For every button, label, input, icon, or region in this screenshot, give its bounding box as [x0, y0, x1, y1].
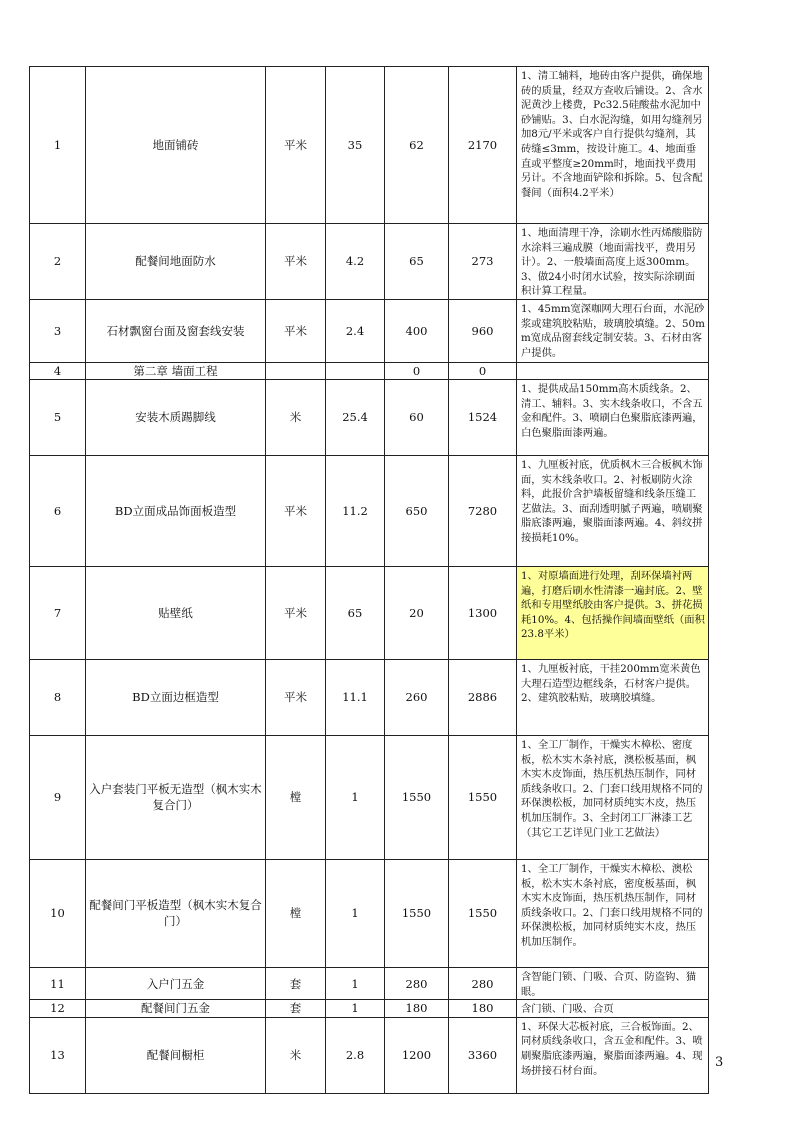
- quantity-cell: 4.2: [326, 224, 385, 300]
- quantity-cell: 1: [326, 735, 385, 859]
- table-row: [30, 1017, 709, 1093]
- item-name: 安装木质踢脚线: [86, 379, 266, 455]
- item-name: 配餐间门平板造型（枫木实木复合门）: [86, 859, 266, 967]
- unit-price-cell: 280: [385, 967, 449, 999]
- total-cell: 0: [449, 362, 517, 379]
- total-cell: 2170: [449, 67, 517, 224]
- note-cell: 1、45mm宽深咖网大理石台面，水泥砂浆或建筑胶粘贴，玻璃胶填缝。2、50mm宽成品窗套线定制安装。3、石材由客户提供。: [517, 299, 709, 362]
- total-cell: 273: [449, 224, 517, 300]
- total-cell: 960: [449, 299, 517, 362]
- quantity-cell: 65: [326, 566, 385, 659]
- unit-price-cell: 1550: [385, 735, 449, 859]
- quantity-cell: 2.4: [326, 299, 385, 362]
- unit-cell: 樘: [266, 735, 326, 859]
- row-number: 11: [30, 967, 86, 999]
- unit-price-cell: 650: [385, 455, 449, 566]
- unit-price-cell: 260: [385, 659, 449, 735]
- row-number: 3: [30, 299, 86, 362]
- table-row: [30, 967, 709, 999]
- note-cell: 1、环保大芯板衬底，三合板饰面。2、同材质线条收口，含五金和配件。3、喷刷聚脂底漆两遍，聚脂面漆两遍。4、现场拼接石材台面。: [517, 1017, 709, 1093]
- table-row: [30, 566, 709, 659]
- total-cell: 7280: [449, 455, 517, 566]
- total-cell: 1300: [449, 566, 517, 659]
- unit-cell: 平米: [266, 455, 326, 566]
- table-row: [30, 379, 709, 455]
- note-cell: 1、提供成品150mm高木质线条。2、清工、辅料。3、实木线条收口，不含五金和配件。3、喷刷白色聚脂底漆两遍，白色聚脂面漆两遍。: [517, 379, 709, 455]
- quantity-cell: 2.8: [326, 1017, 385, 1093]
- unit-cell: 平米: [266, 224, 326, 300]
- unit-cell: 套: [266, 1000, 326, 1018]
- total-cell: 1550: [449, 859, 517, 967]
- section-title: 第二章 墙面工程: [86, 362, 266, 379]
- unit-cell: 平米: [266, 566, 326, 659]
- unit-cell: 平米: [266, 299, 326, 362]
- unit-cell: [266, 362, 326, 379]
- unit-price-cell: 400: [385, 299, 449, 362]
- table-row: [30, 67, 709, 224]
- row-number: 9: [30, 735, 86, 859]
- table-row: [30, 859, 709, 967]
- row-number: 2: [30, 224, 86, 300]
- unit-cell: 平米: [266, 659, 326, 735]
- unit-price-cell: 60: [385, 379, 449, 455]
- note-cell-highlighted: 1、对原墙面进行处理，刮环保墙衬两遍，打磨后刷水性清漆一遍封底。2、壁纸和专用壁纸胶由客户提供。3、拼花损耗10%。4、包括操作间墙面壁纸（面积23.8平米）: [517, 566, 709, 659]
- row-number: 13: [30, 1017, 86, 1093]
- unit-cell: 套: [266, 967, 326, 999]
- note-cell: 1、清工辅料，地砖由客户提供，确保地砖的质量，经双方查收后铺设。2、含水泥黄沙上楼费，Pc32.5硅酸盐水泥加中砂铺贴。3、白水泥沟缝，如用勾缝剂另加8元/平米或客户自行提供勾缝剂，其砖缝≤3mm，按设计施工。4、地面垂直或平整度≥20mm时，地面找平费用另计。不含地面铲除和拆除。5、包含配餐间（面积4.2平米）: [517, 67, 709, 224]
- total-cell: 1550: [449, 735, 517, 859]
- total-cell: 2886: [449, 659, 517, 735]
- note-cell: [517, 362, 709, 379]
- quantity-cell: 11.1: [326, 659, 385, 735]
- unit-cell: 米: [266, 1017, 326, 1093]
- quantity-cell: [326, 362, 385, 379]
- table-row: [30, 299, 709, 362]
- row-number: 6: [30, 455, 86, 566]
- unit-cell: 平米: [266, 67, 326, 224]
- row-number: 7: [30, 566, 86, 659]
- table-row: [30, 455, 709, 566]
- unit-cell: 樘: [266, 859, 326, 967]
- unit-price-cell: 0: [385, 362, 449, 379]
- unit-price-cell: 62: [385, 67, 449, 224]
- total-cell: 1524: [449, 379, 517, 455]
- item-name: 地面铺砖: [86, 67, 266, 224]
- table-row: [30, 735, 709, 859]
- page-number: 3: [715, 1055, 724, 1070]
- row-number: 10: [30, 859, 86, 967]
- quote-table: [29, 66, 709, 1094]
- row-number: 1: [30, 67, 86, 224]
- note-cell: 1、全工厂制作，干燥实木樟松、密度板，松木实木条衬底，澳松板基面，枫木实木皮饰面，热压机热压制作，同材质线条收口。2、门套口线用规格不同的环保澳松板，加同材质纯实木皮，热压机加压制作。3、全封闭工厂淋漆工艺（其它工艺详见门业工艺做法）: [517, 735, 709, 859]
- item-name: 入户套装门平板无造型（枫木实木复合门）: [86, 735, 266, 859]
- table-row: [30, 1000, 709, 1018]
- note-cell: 含门锁、门吸、合页: [517, 1000, 709, 1018]
- note-cell: 1、全工厂制作，干燥实木樟松、澳松板，松木实木条衬底，密度板基面，枫木实木皮饰面，热压机热压制作，同材质线条收口。2、门套口线用规格不同的环保澳松板，加同材质纯实木皮，热压机加压制作。: [517, 859, 709, 967]
- row-number: 12: [30, 1000, 86, 1018]
- unit-price-cell: 65: [385, 224, 449, 300]
- item-name: BD立面成品饰面板造型: [86, 455, 266, 566]
- row-number: 5: [30, 379, 86, 455]
- section-header-row: [30, 362, 709, 379]
- table-row: [30, 659, 709, 735]
- quantity-cell: 35: [326, 67, 385, 224]
- item-name: 石材飘窗台面及窗套线安装: [86, 299, 266, 362]
- item-name: BD立面边框造型: [86, 659, 266, 735]
- quantity-cell: 1: [326, 967, 385, 999]
- item-name: 配餐间门五金: [86, 1000, 266, 1018]
- note-cell: 1、九厘板衬底，干挂200mm宽米黄色大理石造型边框线条，石材客户提供。2、建筑胶粘贴，玻璃胶填缝。: [517, 659, 709, 735]
- quantity-cell: 25.4: [326, 379, 385, 455]
- unit-price-cell: 1550: [385, 859, 449, 967]
- unit-price-cell: 1200: [385, 1017, 449, 1093]
- total-cell: 180: [449, 1000, 517, 1018]
- total-cell: 280: [449, 967, 517, 999]
- note-cell: 1、地面清理干净，涂刷水性丙烯酸脂防水涂料三遍成膜（地面需找平，费用另计）。2、一般墙面高度上返300mm。3、做24小时闭水试验，按实际涂刷面积计算工程量。: [517, 224, 709, 300]
- row-number: 8: [30, 659, 86, 735]
- unit-cell: 米: [266, 379, 326, 455]
- table-row: [30, 224, 709, 300]
- note-cell: 1、九厘板衬底，优质枫木三合板枫木饰面，实木线条收口。2、衬板刷防火涂料，此报价含护墙板留缝和线条压缝工艺做法。3、面刮透明腻子两遍，喷刷聚脂底漆两遍，聚脂面漆两遍。4、斜纹拼接损耗10%。: [517, 455, 709, 566]
- unit-price-cell: 180: [385, 1000, 449, 1018]
- total-cell: 3360: [449, 1017, 517, 1093]
- row-number: 4: [30, 362, 86, 379]
- quantity-cell: 1: [326, 1000, 385, 1018]
- note-cell: 含智能门锁、门吸、合页、防盗钩、猫眼。: [517, 967, 709, 999]
- quantity-cell: 11.2: [326, 455, 385, 566]
- item-name: 配餐间地面防水: [86, 224, 266, 300]
- unit-price-cell: 20: [385, 566, 449, 659]
- item-name: 配餐间橱柜: [86, 1017, 266, 1093]
- item-name: 贴壁纸: [86, 566, 266, 659]
- item-name: 入户门五金: [86, 967, 266, 999]
- quantity-cell: 1: [326, 859, 385, 967]
